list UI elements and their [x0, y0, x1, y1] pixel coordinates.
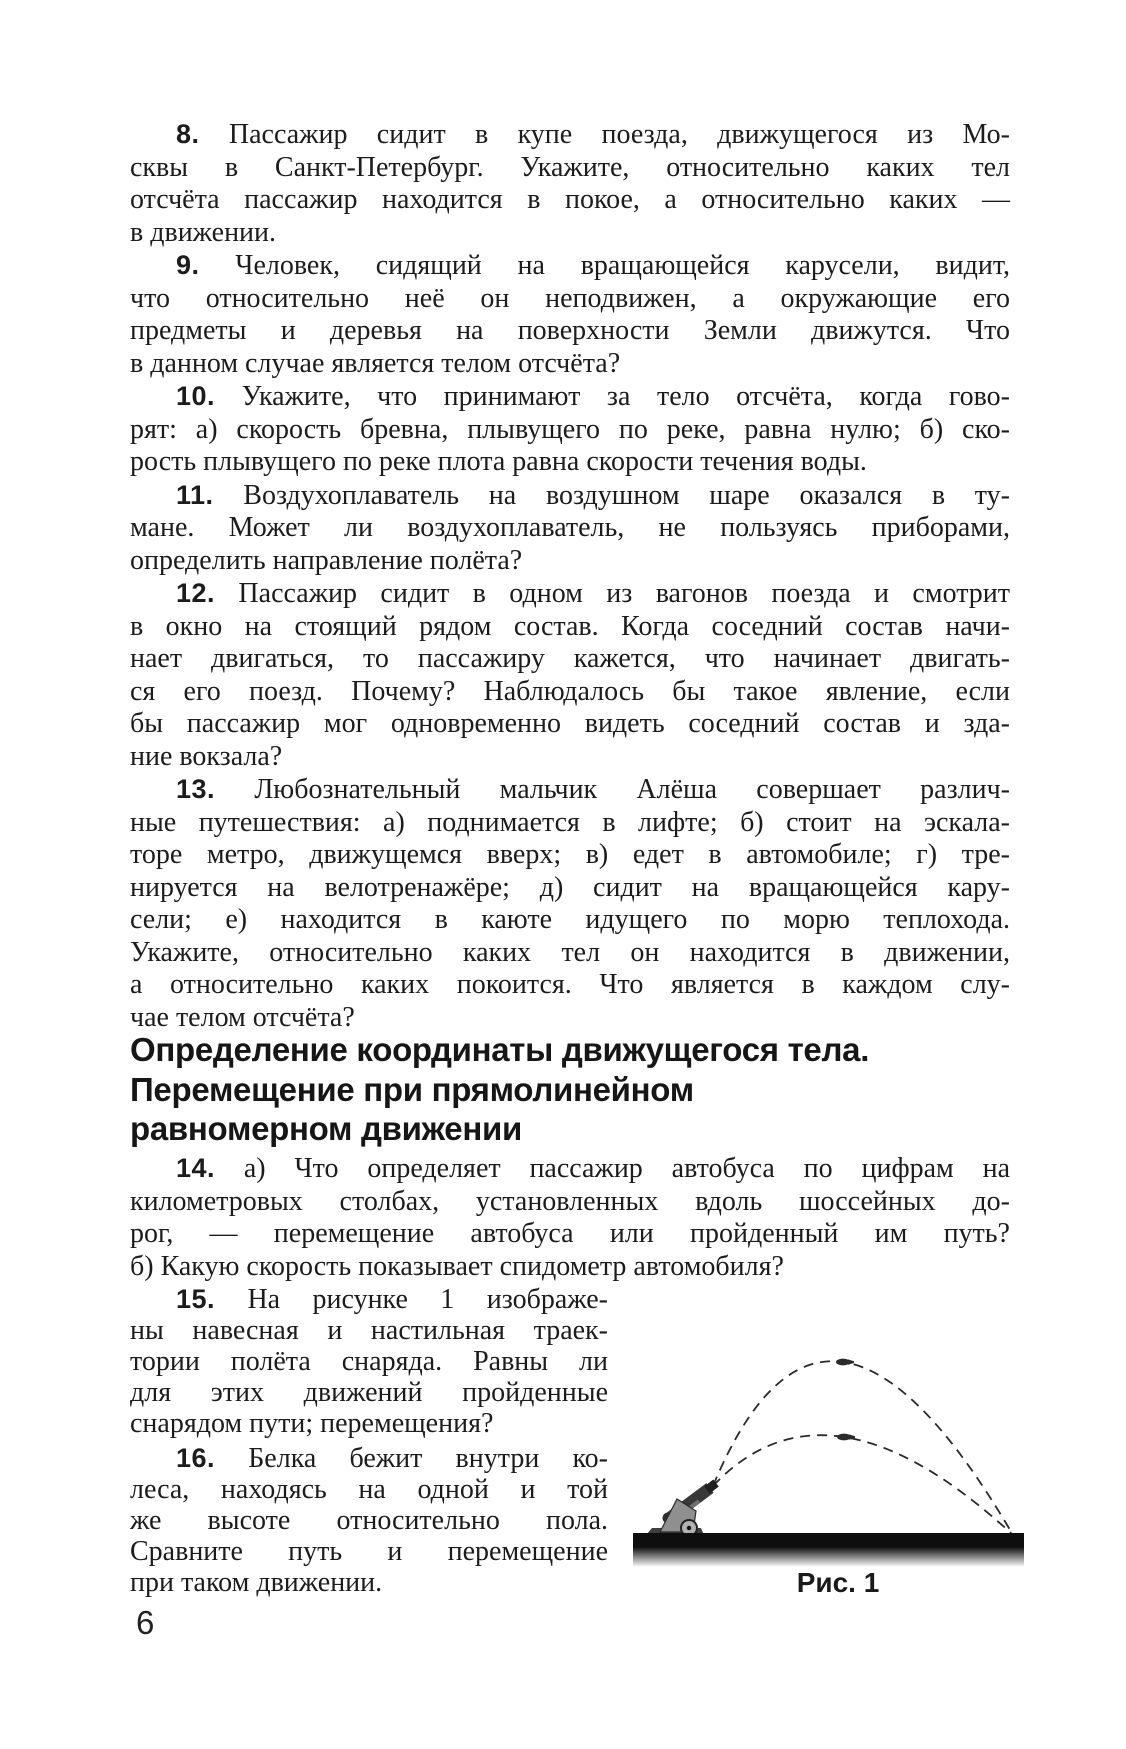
text-line: определить направление полёта? [130, 544, 523, 576]
text-line: в окно на стоящий рядом состав. Когда соседний состав начи- [130, 610, 1010, 642]
problem-number: 16. [176, 1443, 216, 1473]
text-line: бы пассажир мог одновременно видеть соседний состав и зда- [130, 708, 1010, 739]
problem-paragraph [130, 1284, 608, 1439]
figure-1 [555, 1345, 1030, 1610]
text-line: ны навесная и настильная траек- [130, 1315, 608, 1346]
text-line: Укажите, относительно каких тел он находится в движении, [130, 936, 1010, 968]
text-line: ся его поезд. Почему? Наблюдалось бы такое явление, если [130, 675, 1010, 707]
heading-line: Перемещение при прямолинейном [130, 1070, 694, 1108]
ground-shadow [633, 1547, 1024, 1567]
problems-8-13 [130, 118, 1010, 1034]
text-line: сели; е) находится в каюте идущего по морю теплохода. [130, 904, 1010, 935]
problem-paragraph [130, 249, 1010, 380]
problem-paragraph [130, 1152, 1010, 1283]
text-line: рят: а) скорость бревна, плывущего по реке, равна нулю; б) ско- [130, 413, 1010, 445]
problem-number: 10. [176, 381, 216, 411]
problem-paragraph [130, 773, 1010, 1034]
text-line: нируется на велотренажёре; д) сидит на вращающейся кару- [130, 871, 1010, 903]
text-line: ние вокзала? [130, 740, 283, 772]
problem-number: 11. [176, 479, 214, 510]
text-line: мане. Может ли воздухоплаватель, не пользуясь приборами, [130, 512, 1010, 543]
projectile-icon [836, 1359, 854, 1366]
text-line: леса, находясь на одной и той [130, 1474, 608, 1505]
section-heading [130, 1030, 1030, 1149]
text-line: предметы и деревья на поверхности Земли движутся. Что [130, 315, 1010, 346]
problem-number: 14. [176, 1153, 216, 1183]
problem-paragraph [130, 118, 1010, 249]
heading-line: равномерном движении [130, 1110, 522, 1147]
text-line: рость плывущего по реке плота равна скорости течения воды. [130, 446, 867, 477]
trajectory-flat-arc [713, 1435, 1013, 1535]
ground-line [633, 1533, 1024, 1547]
text-line: снарядом пути; перемещения? [130, 1408, 494, 1439]
problem-number: 12. [176, 578, 216, 608]
figure-1-drawing [555, 1345, 1030, 1610]
text-line: отсчёта пассажир находится в покое, а относительно каких — [130, 184, 1010, 215]
text-line: 16. Белка бежит внутри ко- [176, 1443, 608, 1474]
text-line: б) Какую скорость показывает спидометр автомобиля? [130, 1250, 784, 1282]
trajectory-high-arc [713, 1361, 1013, 1535]
text-line: километровых столбах, установленных вдоль шоссейных до- [130, 1185, 1010, 1217]
figure-caption: Рис. 1 [796, 1567, 880, 1598]
text-line: торе метро, движущемся вверх; в) едет в автомобиле; г) тре- [130, 839, 1010, 870]
problem-number: 9. [176, 250, 200, 280]
text-line: в движении. [130, 216, 277, 248]
text-line: 10. Укажите, что принимают за тело отсчёта, когда гово- [176, 381, 1010, 412]
text-line: сквы в Санкт-Петербург. Укажите, относительно каких тел [130, 151, 1010, 183]
text-line: 9. Человек, сидящий на вращающейся карусели, видит, [176, 250, 1010, 281]
text-line: 13. Любознательный мальчик Алёша совершает различ- [176, 774, 1010, 805]
problem-number: 15. [176, 1284, 216, 1314]
problem-14 [130, 1152, 1010, 1283]
text-line: 14. а) Что определяет пассажир автобуса по цифрам на [176, 1153, 1010, 1184]
text-line: при таком движении. [130, 1567, 383, 1598]
cannon-icon [646, 1483, 716, 1536]
problem-paragraph [130, 479, 1010, 578]
text-line: 8. Пассажир сидит в купе поезда, движущегося из Мо- [176, 119, 1010, 150]
text-line: рог, — перемещение автобуса или пройденный им путь? [130, 1218, 1010, 1249]
text-line: 12. Пассажир сидит в одном из вагонов поезда и смотрит [176, 578, 1010, 609]
text-line: что относительно неё он неподвижен, а окружающие его [130, 282, 1010, 314]
problems-15-16 [130, 1284, 608, 1598]
text-line: для этих движений пройденные [130, 1377, 608, 1408]
text-line: нает двигаться, то пассажиру кажется, что начинает двигать- [130, 643, 1010, 674]
text-line: 11. Воздухоплаватель на воздушном шаре оказался в ту- [176, 479, 1010, 511]
problem-paragraph [130, 1443, 608, 1598]
text-line: же высоте относительно пола. [130, 1505, 608, 1536]
page-number: 6 [136, 1604, 155, 1641]
text-line: Сравните путь и перемещение [130, 1536, 608, 1567]
heading-line: Определение координаты движущегося тела. [130, 1031, 870, 1068]
text-line: а относительно каких покоится. Что является в каждом слу- [130, 969, 1010, 1000]
text-line: тории полёта снаряда. Равны ли [130, 1346, 608, 1377]
problem-paragraph [130, 380, 1010, 479]
text-line: 15. На рисунке 1 изображе- [176, 1284, 608, 1315]
text-line: чае телом отсчёта? [130, 1001, 355, 1033]
problem-paragraph [130, 577, 1010, 773]
text-line: в данном случае является телом отсчёта? [130, 347, 621, 379]
text-line: ные путешествия: а) поднимается в лифте; б) стоит на эскала- [130, 806, 1010, 838]
problem-number: 13. [176, 774, 216, 804]
problem-number: 8. [176, 119, 200, 149]
